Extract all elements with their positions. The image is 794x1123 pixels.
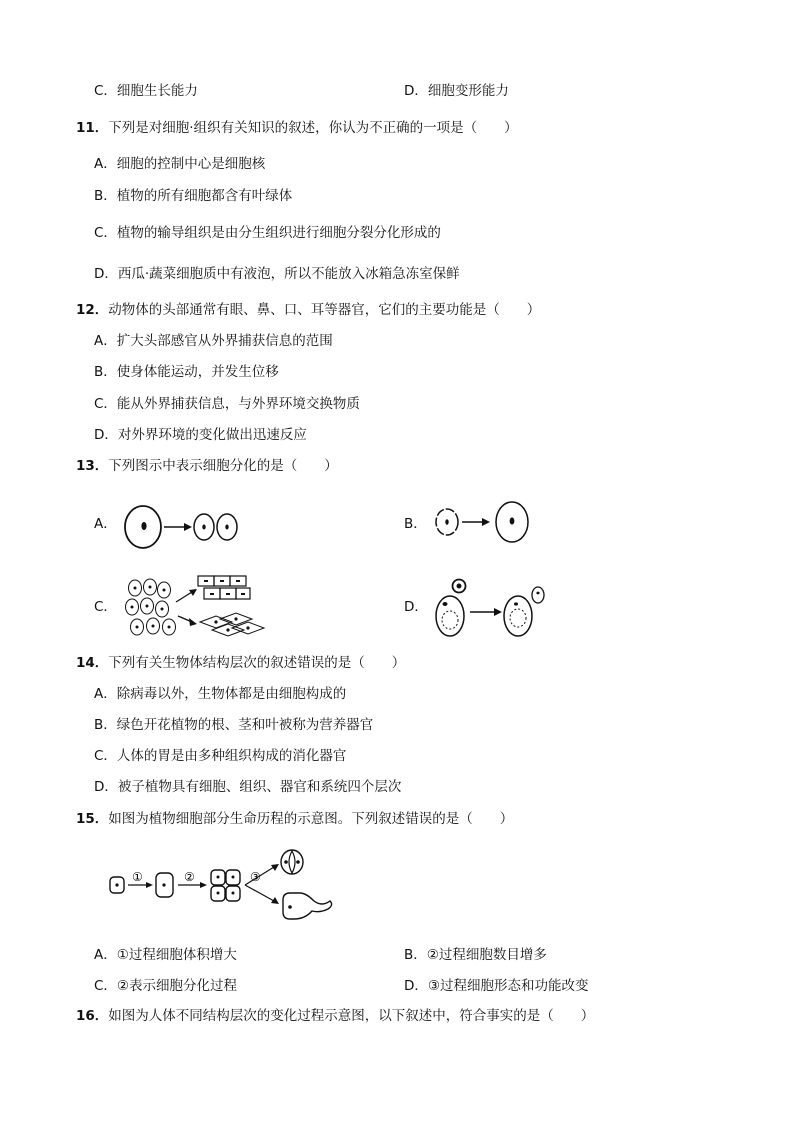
q11-stem bbox=[76, 119, 518, 137]
q15-option-a: A．①过程细胞体积增大 bbox=[94, 947, 237, 963]
q14-text: 下列有关生物体结构层次的叙述错误的是（ ） bbox=[108, 655, 406, 671]
q13-option-d: D． bbox=[404, 599, 428, 615]
q11-option-d: D．西瓜·蔬菜细胞质中有液泡，所以不能放入冰箱急冻室保鲜 bbox=[94, 266, 460, 282]
q13-option-c: C． bbox=[94, 599, 117, 615]
q14-option-a: A．除病毒以外，生物体都是由细胞构成的 bbox=[94, 686, 347, 702]
q10-option-d: D．细胞变形能力 bbox=[404, 83, 509, 99]
q12-option-c: C．能从外界捕获信息，与外界环境交换物质 bbox=[94, 396, 360, 412]
q13-option-b: B． bbox=[404, 516, 427, 532]
q15-label-3: ③ bbox=[250, 870, 261, 884]
q16-stem bbox=[76, 1007, 594, 1025]
q10-option-c: C．细胞生长能力 bbox=[94, 83, 198, 99]
q12-option-d: D．对外界环境的变化做出迅速反应 bbox=[94, 427, 307, 443]
q15-label-2: ② bbox=[184, 870, 195, 884]
q13-number: 13． bbox=[76, 458, 109, 474]
q12-stem bbox=[76, 301, 540, 319]
q12-option-a: A．扩大头部感官从外界捕获信息的范围 bbox=[94, 333, 333, 349]
q13-text: 下列图示中表示细胞分化的是（ ） bbox=[108, 458, 338, 474]
q13-figure-d bbox=[430, 578, 560, 640]
q15-number: 15． bbox=[76, 811, 109, 827]
q15-stem bbox=[76, 810, 513, 828]
q13-figure-b bbox=[432, 500, 542, 550]
q16-text: 如图为人体不同结构层次的变化过程示意图，以下叙述中，符合事实的是（ ） bbox=[108, 1008, 595, 1024]
q14-option-c: C．人体的胃是由多种组织构成的消化器官 bbox=[94, 748, 347, 764]
q15-option-b: B．②过程细胞数目增多 bbox=[404, 947, 547, 963]
q13-figure-c bbox=[120, 572, 280, 642]
q11-option-b: B．植物的所有细胞都含有叶绿体 bbox=[94, 188, 293, 204]
q15-option-d: D．③过程细胞形态和功能改变 bbox=[404, 978, 589, 994]
q16-number: 16． bbox=[76, 1008, 109, 1024]
q14-number: 14． bbox=[76, 655, 109, 671]
q15-label-1: ① bbox=[132, 870, 143, 884]
q14-stem bbox=[76, 654, 405, 672]
q15-figure bbox=[108, 845, 338, 925]
q15-text: 如图为植物细胞部分生命历程的示意图。下列叙述错误的是（ ） bbox=[108, 811, 514, 827]
q11-option-c: C．植物的输导组织是由分生组织进行细胞分裂分化形成的 bbox=[94, 225, 441, 241]
q14-option-b: B．绿色开花植物的根、茎和叶被称为营养器官 bbox=[94, 717, 374, 733]
q11-option-a: A．细胞的控制中心是细胞核 bbox=[94, 156, 266, 172]
q11-text: 下列是对细胞·组织有关知识的叙述，你认为不正确的一项是（ ） bbox=[108, 120, 518, 136]
q14-option-d: D．被子植物具有细胞、组织、器官和系统四个层次 bbox=[94, 779, 402, 795]
q13-figure-a bbox=[118, 503, 248, 553]
q15-option-c: C．②表示细胞分化过程 bbox=[94, 978, 238, 994]
q12-option-b: B．使身体能运动，并发生位移 bbox=[94, 364, 279, 380]
q13-option-a: A． bbox=[94, 516, 117, 532]
q11-number: 11． bbox=[76, 120, 109, 136]
q12-number: 12． bbox=[76, 302, 109, 318]
q13-stem bbox=[76, 457, 338, 475]
q12-text: 动物体的头部通常有眼、鼻、口、耳等器官，它们的主要功能是（ ） bbox=[108, 302, 541, 318]
